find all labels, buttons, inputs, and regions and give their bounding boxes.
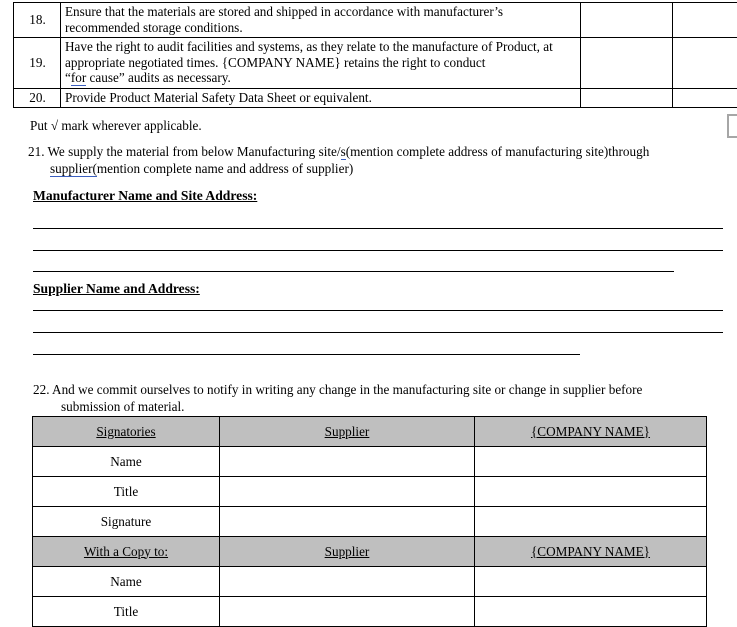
- copy-to-row-label: Title: [33, 597, 220, 627]
- requirement-text: [61, 38, 581, 89]
- signature-row-supplier-field[interactable]: [220, 477, 475, 507]
- manufacturer-write-line-1[interactable]: [33, 228, 723, 229]
- misspelled-word-s: s: [341, 144, 346, 160]
- requirement-text: Provide Product Material Safety Data Sheet or equivalent.: [61, 88, 581, 108]
- page-edge-marker-icon: [727, 114, 737, 138]
- signature-header-row-1: [33, 417, 707, 447]
- item-21-paragraph: [28, 143, 720, 177]
- manufacturer-write-line-2[interactable]: [33, 250, 723, 251]
- signature-row-label: Signature: [33, 507, 220, 537]
- requirement-number: 19.: [14, 38, 61, 89]
- supplier-write-line-1[interactable]: [33, 310, 723, 311]
- requirement-check-b[interactable]: [673, 38, 737, 89]
- table-row: [33, 447, 707, 477]
- supplier-heading: Supplier Name and Address:: [33, 281, 200, 297]
- signature-header-signatories-label: Signatories: [96, 424, 155, 439]
- requirement-text-line2-post: cause” audits as necessary.: [86, 70, 231, 85]
- misspelled-word-for: for: [71, 70, 86, 86]
- signature-row-company-field[interactable]: [475, 507, 707, 537]
- signature-header-supplier: [220, 417, 475, 447]
- table-row: [14, 38, 737, 89]
- copy-to-row-company-field[interactable]: [475, 567, 707, 597]
- item-21-segment-2: (mention complete address of manufacturing site)through: [346, 144, 650, 159]
- copy-to-row-company-field[interactable]: [475, 597, 707, 627]
- item-22-text: And we commit ourselves to notify in writing any change in the manufacturing site or change in supplier before submission of material.: [49, 382, 642, 414]
- item-22-paragraph: [33, 381, 693, 415]
- copy-to-header-label: [33, 537, 220, 567]
- signature-row-supplier-field[interactable]: [220, 507, 475, 537]
- copy-to-header-supplier: [220, 537, 475, 567]
- signature-row-supplier-field[interactable]: [220, 447, 475, 477]
- manufacturer-write-line-3[interactable]: [33, 271, 674, 272]
- requirement-check-a[interactable]: [581, 38, 673, 89]
- copy-to-row-supplier-field[interactable]: [220, 567, 475, 597]
- manufacturer-heading: Manufacturer Name and Site Address:: [33, 188, 257, 204]
- signature-header-company: [475, 417, 707, 447]
- requirement-check-b[interactable]: [673, 3, 737, 38]
- table-row: [33, 567, 707, 597]
- signature-table: [32, 416, 707, 627]
- item-22-number: 22.: [33, 382, 49, 397]
- item-21-segment-3: mention complete name and address of supplier): [97, 161, 353, 176]
- item-21-number: 21.: [28, 144, 44, 159]
- copy-to-header-supplier-label: Supplier: [325, 544, 370, 559]
- copy-to-header-company-label: {COMPANY NAME}: [531, 544, 650, 559]
- supplier-write-line-2[interactable]: [33, 332, 723, 333]
- requirement-text-line2-pre: “: [65, 70, 71, 85]
- signature-header-row-2: [33, 537, 707, 567]
- signature-row-label: Title: [33, 477, 220, 507]
- copy-to-row-supplier-field[interactable]: [220, 597, 475, 627]
- table-row: [33, 507, 707, 537]
- requirement-check-a[interactable]: [581, 3, 673, 38]
- signature-header-signatories: [33, 417, 220, 447]
- supplier-write-line-3[interactable]: [33, 354, 580, 355]
- table-row: [33, 477, 707, 507]
- signature-row-label: Name: [33, 447, 220, 477]
- item-21-segment-1: We supply the material from below Manufacturing site/: [44, 144, 340, 159]
- requirement-check-b[interactable]: [673, 88, 737, 108]
- requirement-number: 18.: [14, 3, 61, 38]
- signature-row-company-field[interactable]: [475, 477, 707, 507]
- requirement-text: Ensure that the materials are stored and shipped in accordance with manufacturer’s recommended storage conditions.: [61, 3, 581, 38]
- requirement-check-a[interactable]: [581, 88, 673, 108]
- copy-to-row-label: Name: [33, 567, 220, 597]
- requirement-number: 20.: [14, 88, 61, 108]
- table-row: [14, 3, 737, 38]
- copy-to-header-text: With a Copy to:: [84, 544, 168, 559]
- requirements-table: [13, 2, 737, 108]
- put-mark-note: Put √ mark wherever applicable.: [30, 117, 202, 134]
- table-row: [14, 88, 737, 108]
- table-row: [33, 597, 707, 627]
- signature-header-supplier-label: Supplier: [325, 424, 370, 439]
- misspelled-word-supplier: supplier(: [50, 161, 97, 177]
- signature-header-company-label: {COMPANY NAME}: [531, 424, 650, 439]
- requirement-text-line1: Have the right to audit facilities and systems, as they relate to the manufacture of Product, at appropriate negotiated times. {COMPANY NAME} retains the right to conduct: [65, 39, 553, 70]
- signature-row-company-field[interactable]: [475, 447, 707, 477]
- copy-to-header-company: [475, 537, 707, 567]
